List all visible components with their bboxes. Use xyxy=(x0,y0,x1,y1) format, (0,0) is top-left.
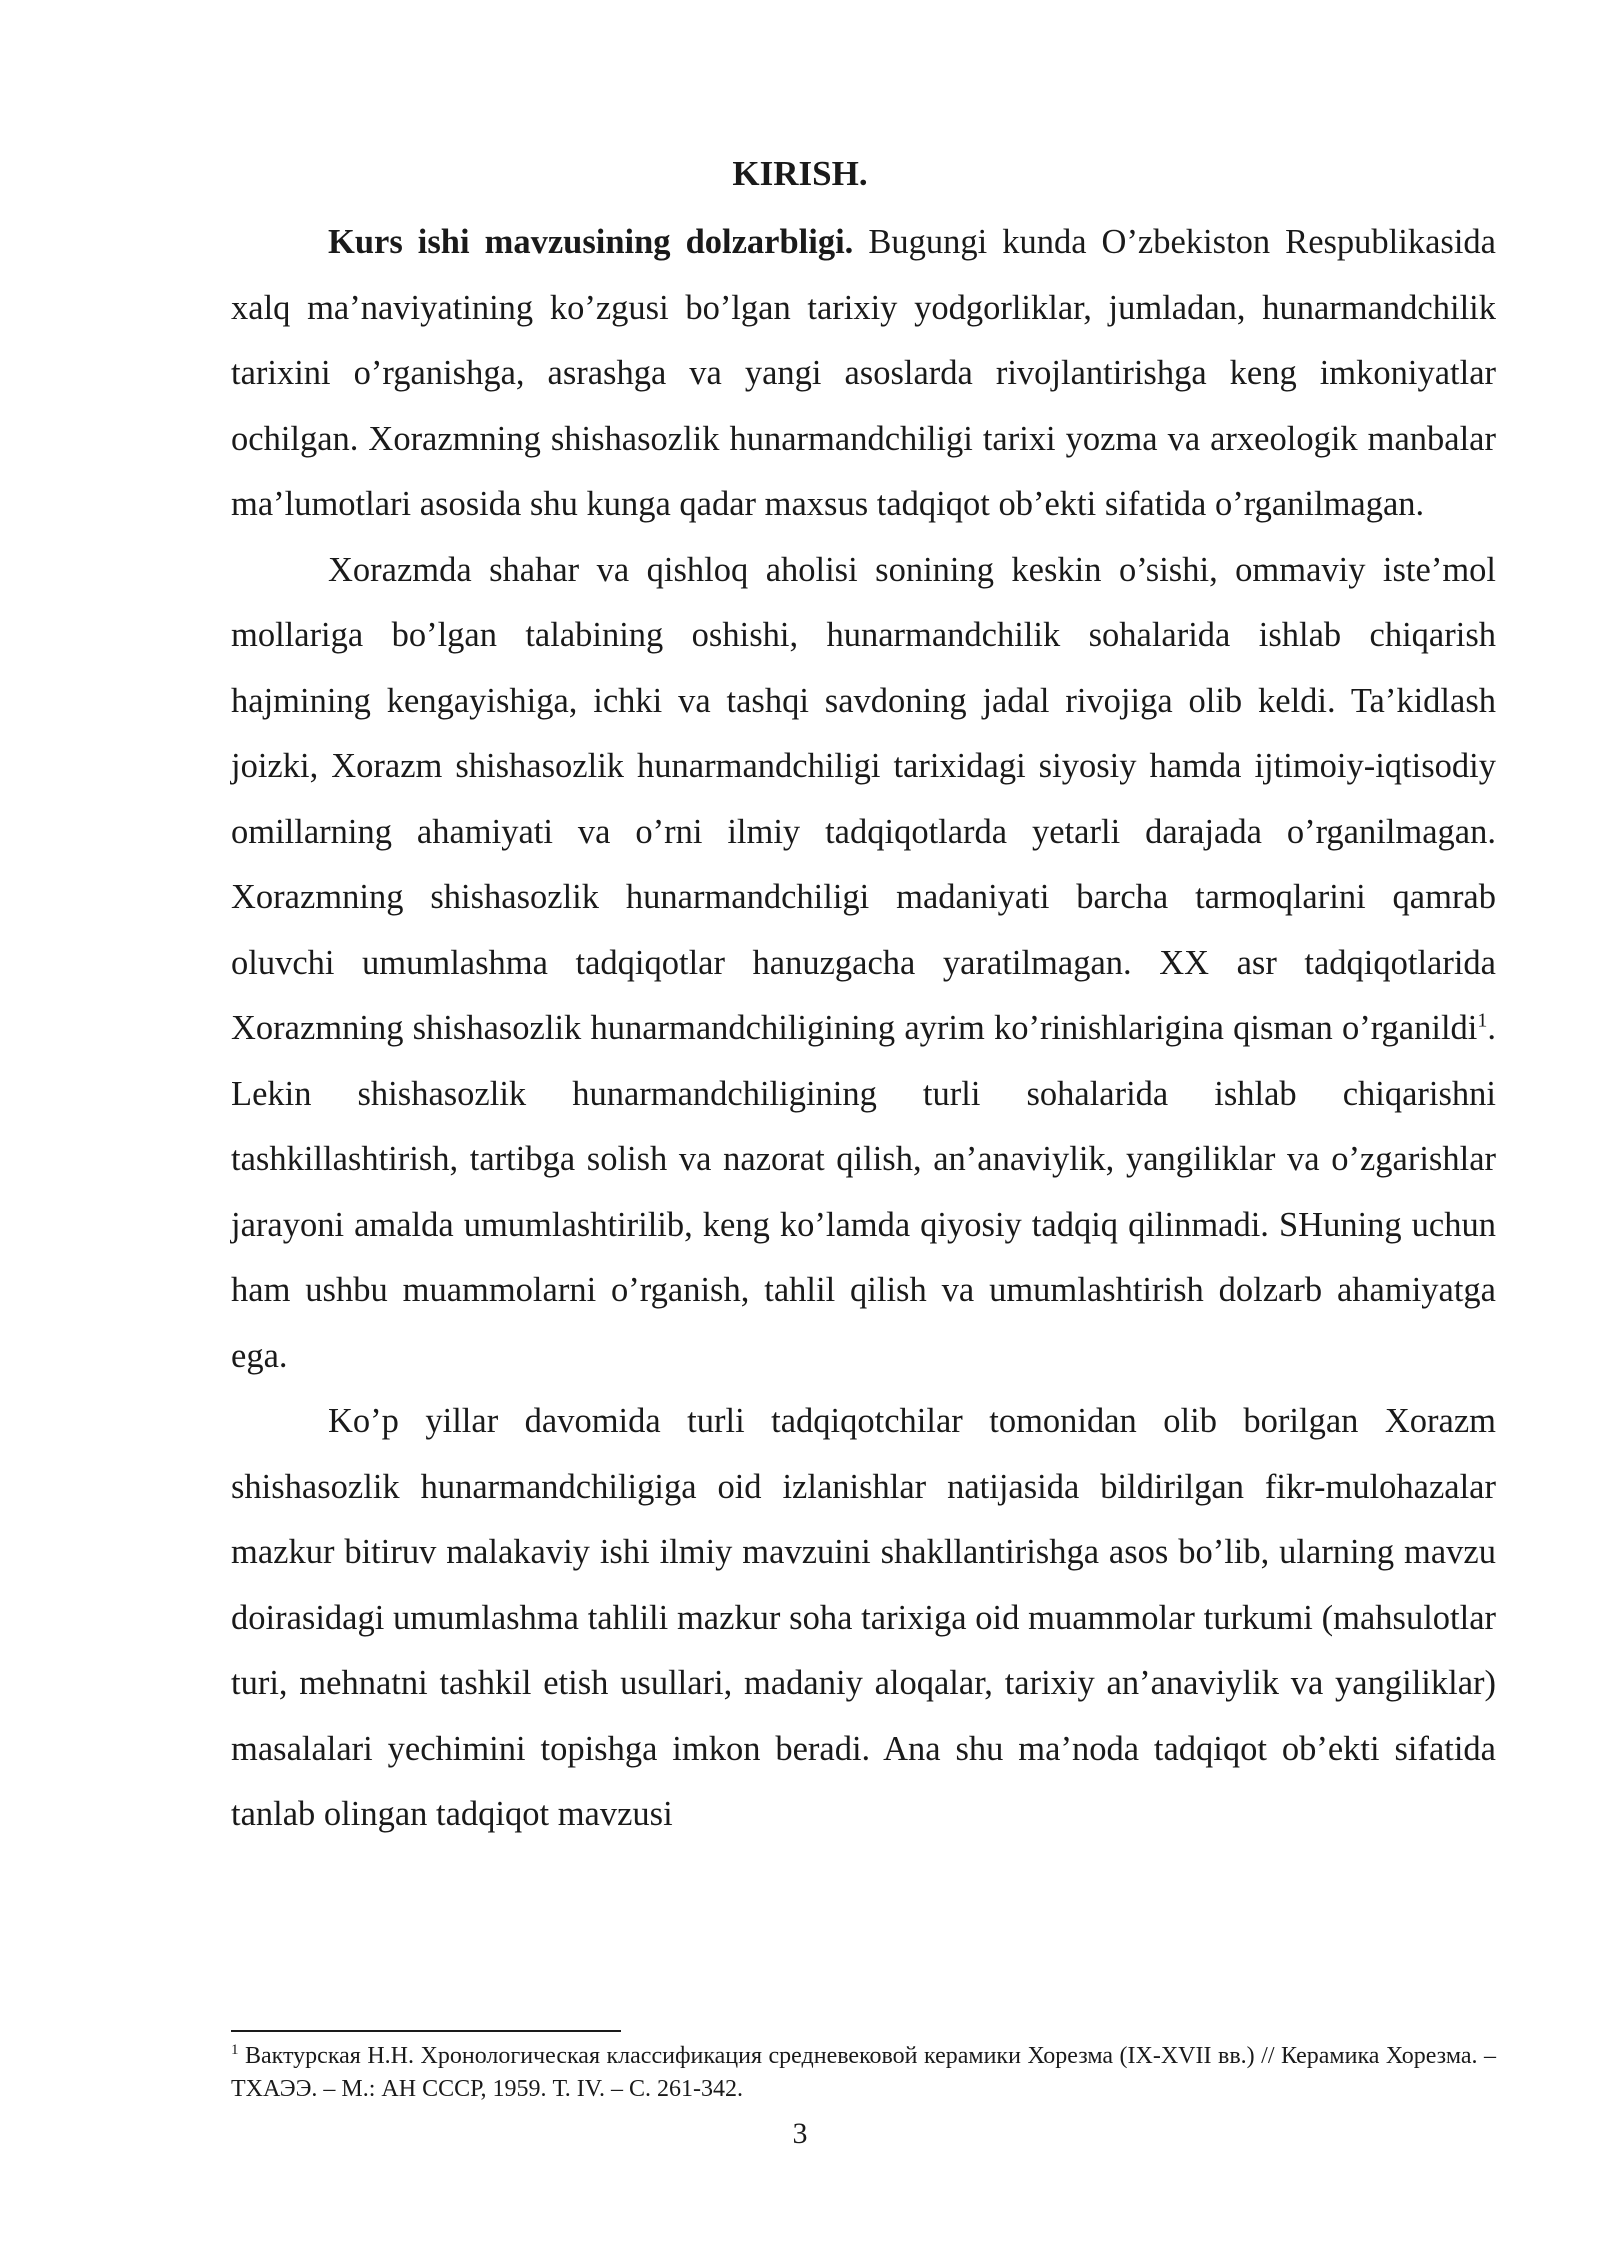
page-number: 3 xyxy=(792,2117,808,2150)
paragraph-text: Ko’p yillar davomida turli tadqiqotchilar tomonidan olib borilgan Xorazm shishasozlik hunarmandchiligiga oid izlanishlar natijasida bildirilgan fikr-mulohazalar mazkur bitiruv malakaviy ishi ilmiy mavzuini shakllantirishga asos bo’lib, ularning mavzu doirasidagi umumlashma tahlili mazkur soha tarixiga oid muammolar turkumi (mahsulotlar turi, mehnatni tashkil etish usullari, madaniy aloqalar, tarixiy an’anaviylik va yangiliklar) masalalari yechimini topishga imkon beradi. Ana shu ma’noda tadqiqot ob’ekti sifatida tanlab olingan tadqiqot mavzusi xyxy=(231,1402,1496,1833)
paragraph-text: . Lekin shishasozlik hunarmandchiligining turli sohalarida ishlab chiqarishni tashkillashtirish, tartibga solish va nazorat qilish, an’anaviylik, yangiliklar va o’zgarishlar jarayoni amalda umumlashtirilib, keng ko’lamda qiyosiy tadqiq qilinmadi. SHuning uchun ham ushbu muammolarni o’rganish, tahlil qilish va umumlashtirish dolzarb ahamiyatga ega. xyxy=(231,1009,1496,1375)
paragraph-khorezm xyxy=(231,538,1496,1390)
footnote-reference[interactable]: 1 xyxy=(1477,1009,1488,1032)
paragraph-text: Bugungi kunda O’zbekiston Respublikasida xalq ma’naviyatining ko’zgusi bo’lgan tarixiy yodgorliklar, jumladan, hunarmandchilik tarixini o’rganishga, asrashga va yangi asoslarda rivojlantirishga keng imkoniyatlar ochilgan. Xorazmning shishasozlik hunarmandchiligi tarixi yozma va arxeologik manbalar ma’lumotlari asosida shu kunga qadar maxsus tadqiqot ob’ekti sifatida o’rganilmagan. xyxy=(231,223,1496,523)
page-heading: KIRISH. xyxy=(732,154,868,193)
paragraph-relevance xyxy=(231,210,1496,538)
footnote-marker: 1 xyxy=(231,2042,239,2058)
footnote-text: Вактурская Н.Н. Хронологическая классификация средневековой керамики Хорезма (IX-XVII вв.) // Керамика Хорезма. – ТХАЭЭ. – М.: АН СССР, 1959. Т. IV. – С. 261-342. xyxy=(231,2043,1496,2102)
paragraph-lead: Kurs ishi mavzusining dolzarbligi. xyxy=(328,223,854,261)
paragraph-research xyxy=(231,1389,1496,1848)
paragraph-text: Xorazmda shahar va qishloq aholisi sonining keskin o’sishi, ommaviy iste’mol mollariga bo’lgan talabining oshishi, hunarmandchilik sohalarida ishlab chiqarish hajmining kengayishiga, ichki va tashqi savdoning jadal rivojiga olib keldi. Ta’kidlash joizki, Xorazm shishasozlik hunarmandchiligi tarixidagi siyosiy hamda ijtimoiy-iqtisodiy omillarning ahamiyati va o’rni ilmiy tadqiqotlarda yetarli darajada o’rganilmagan. Xorazmning shishasozlik hunarmandchiligi madaniyati barcha tarmoqlarini qamrab oluvchi umumlashma tadqiqotlar hanuzgacha yaratilmagan. XX asr tadqiqotlarida Xorazmning shishasozlik hunarmandchiligining ayrim ko’rinishlarigina qisman o’rganildi xyxy=(231,550,1496,1047)
footnote xyxy=(231,2040,1496,2106)
body-text xyxy=(231,210,1496,1848)
footnote-separator xyxy=(231,2030,621,2032)
